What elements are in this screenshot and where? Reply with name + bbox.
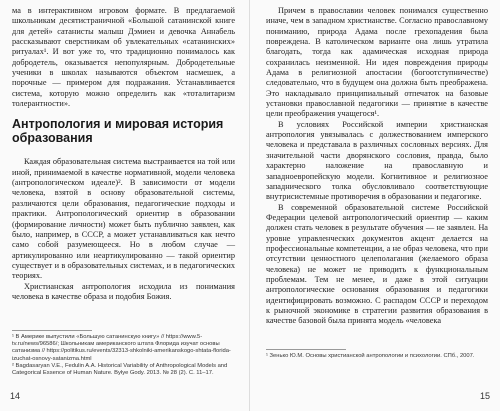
left-paragraph-2: Каждая образовательная система выстраивается на той или иной, принимаемой в качестве нормативной, модели человека (антропологическом идеале)². В зависимости от модели человека, взятой в основу образовательной системы, различаются цели образования, педагогические подходы и практики. Антропологический ориентир в образовании (формирование личности) может быть публично заявлен, как было, например, в СССР, а может устанавливаться как нечто само собой разумеющееся. Но в любом случае — артикулированно или неартикулированно — такой ориентир существует и в образовательных системах, и в педагогических теориях. xyxy=(12,157,235,281)
footnote-rule xyxy=(12,330,92,331)
left-page-number: 14 xyxy=(10,391,21,401)
left-footnote-1: ¹ В Америке выпустили «Большую сатанинскую книгу» // https://www.5-tv.ru/news/96586/; Школьникам американского штата Флорида изучат основы сатанизма // https://politikus.ru/events/32313-shkolniki-amerikanskogo-shtata-florida-izuchat-osnovy-satanizma.html xyxy=(12,334,231,362)
left-paragraph-3: Христианская антропология исходила из понимания человека в качестве образа и подобия Божия. xyxy=(12,281,235,301)
right-paragraph-2: В условиях Российской империи христианская антропология увязывалась с должествованием имперского человека и представала в различных сословных версиях. Для значительной части дворянского сословия, правда, было характерно наложение на православную и западноевропейскую модели. Когнитивное и религиозное западнического толка обусловливало соответствующие внутрисистемные противоречия в образовании и педагогике. xyxy=(266,119,488,202)
right-paragraph-1: Причем в православии человек понимался существенно иначе, чем в западном христианстве. Согласно православному пониманию, природа Адама после грехопадения была повреждена. В католическом варианте она лишь утратила благодать, тогда как адамическая исходная природа сохранилась неизменной. Ни идея повреждения природы Адама в религиозной апостасии (богоотступничестве) следовательно, что в будущем она должна быть преображена. Это накладывало принципиальный отпечаток на базовые установки православной педагогики — принятие в качестве цели преображения учащегося¹. xyxy=(266,6,488,119)
right-footnotes xyxy=(266,345,488,360)
left-footnote-2: ² Bagdasaryan V.E., Fedulin A.A. Historical Variability of Anthropological Models and Categorical Essence of Human Nature. Byłye Gody. 2013. № 28 (2). С. 11–17. xyxy=(12,362,228,377)
right-paragraph-3: В современной образовательной системе Российской Федерации целевой антропологический ориентир — каким должен стать человек в результате обучения — не заявлен. На уровне управленческих документов акцент делается на профессиональные компетенции, а не образ человека, что при отсутствии ценностного целеполагания (желаемого образа человека) не может не приводить к функциональным проблемам. Тем не менее, и даже в этой ситуации антропологические основания образования и педагогики идентифицировать возможно. С распадом СССР и переходом к рыночной экономике в стратегии развития образования в качестве базовой была принята модель «человека xyxy=(266,202,488,326)
section-heading: Антропология и мировая история образования xyxy=(12,117,224,146)
right-page-number: 15 xyxy=(479,391,490,401)
footnote-rule xyxy=(266,349,346,350)
left-paragraph-1: ма в интерактивном игровом формате. В предлагаемой школьникам десятистраничной «Большой сатанинской книге для детей» сатанисты малыш Дэмиен и девочка Аннабель рассказывают сверстникам об увлекательных «сатанинских» ритуалах¹. И вот уже то, что традиционно понималось как добродетель, оказывается непопулярным. Добродетельные ученики в школах называются объектом насмешек, а порочные — примером для подражания. Устанавливается система, которую можно определить как «тоталитаризм толерантности». xyxy=(12,6,235,109)
right-page xyxy=(250,0,500,411)
left-footnotes xyxy=(12,326,235,377)
right-footnote-1: ¹ Зенько Ю.М. Основы христианской антропологии и психологии. СПб., 2007. xyxy=(266,353,475,359)
